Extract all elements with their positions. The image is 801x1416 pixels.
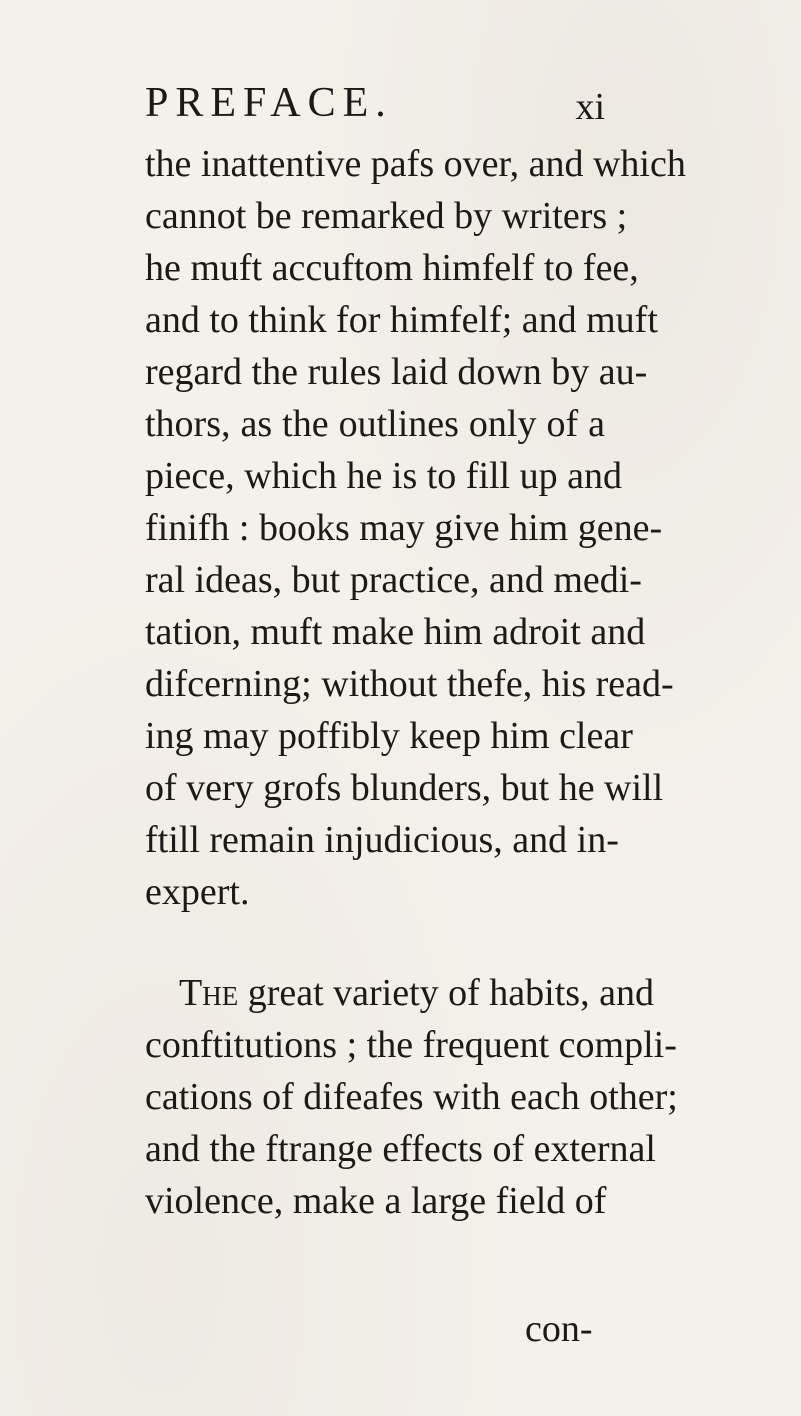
running-title: PREFACE. bbox=[145, 80, 393, 126]
text-line: of very grofs blunders, but he will bbox=[145, 767, 664, 809]
paragraph-1 bbox=[145, 138, 686, 918]
text-line: cannot be remarked by writers ; bbox=[145, 195, 628, 237]
text-line: piece, which he is to fill up and bbox=[145, 455, 622, 497]
body-text bbox=[145, 138, 686, 1227]
text-line: the inattentive pafs over, and which bbox=[145, 143, 686, 185]
page-number: xi bbox=[575, 86, 605, 128]
text-line: cations of difeafes with each other; bbox=[145, 1076, 678, 1118]
text-line: and the ftrange effects of external bbox=[145, 1128, 656, 1170]
text-line-first bbox=[145, 967, 654, 1019]
text-line: difcerning; without thefe, his read- bbox=[145, 663, 674, 705]
paragraph-gap bbox=[145, 918, 605, 967]
text-line: he muft accuftom himfelf to fee, bbox=[145, 247, 639, 289]
catchword: con- bbox=[525, 1308, 593, 1350]
text-line: conftitutions ; the frequent compli- bbox=[145, 1024, 677, 1066]
text-line: violence, make a large field of bbox=[145, 1180, 607, 1222]
text-line: ing may poffibly keep him clear bbox=[145, 715, 633, 757]
text-line: thors, as the outlines only of a bbox=[145, 403, 605, 445]
text-line: finifh : books may give him gene- bbox=[145, 507, 663, 549]
text-line: ftill remain injudicious, and in- bbox=[145, 819, 619, 861]
text-line: and to think for himfelf; and muft bbox=[145, 299, 658, 341]
text-line: expert. bbox=[145, 871, 250, 913]
initial-word: The bbox=[179, 972, 239, 1014]
running-head bbox=[145, 78, 605, 128]
text-line: ral ideas, but practice, and medi- bbox=[145, 559, 642, 601]
text-line: tation, muft make him adroit and bbox=[145, 611, 646, 653]
paragraph-2 bbox=[145, 967, 678, 1227]
first-line-rest: great variety of habits, and bbox=[238, 972, 654, 1014]
text-line: regard the rules laid down by au- bbox=[145, 351, 648, 393]
